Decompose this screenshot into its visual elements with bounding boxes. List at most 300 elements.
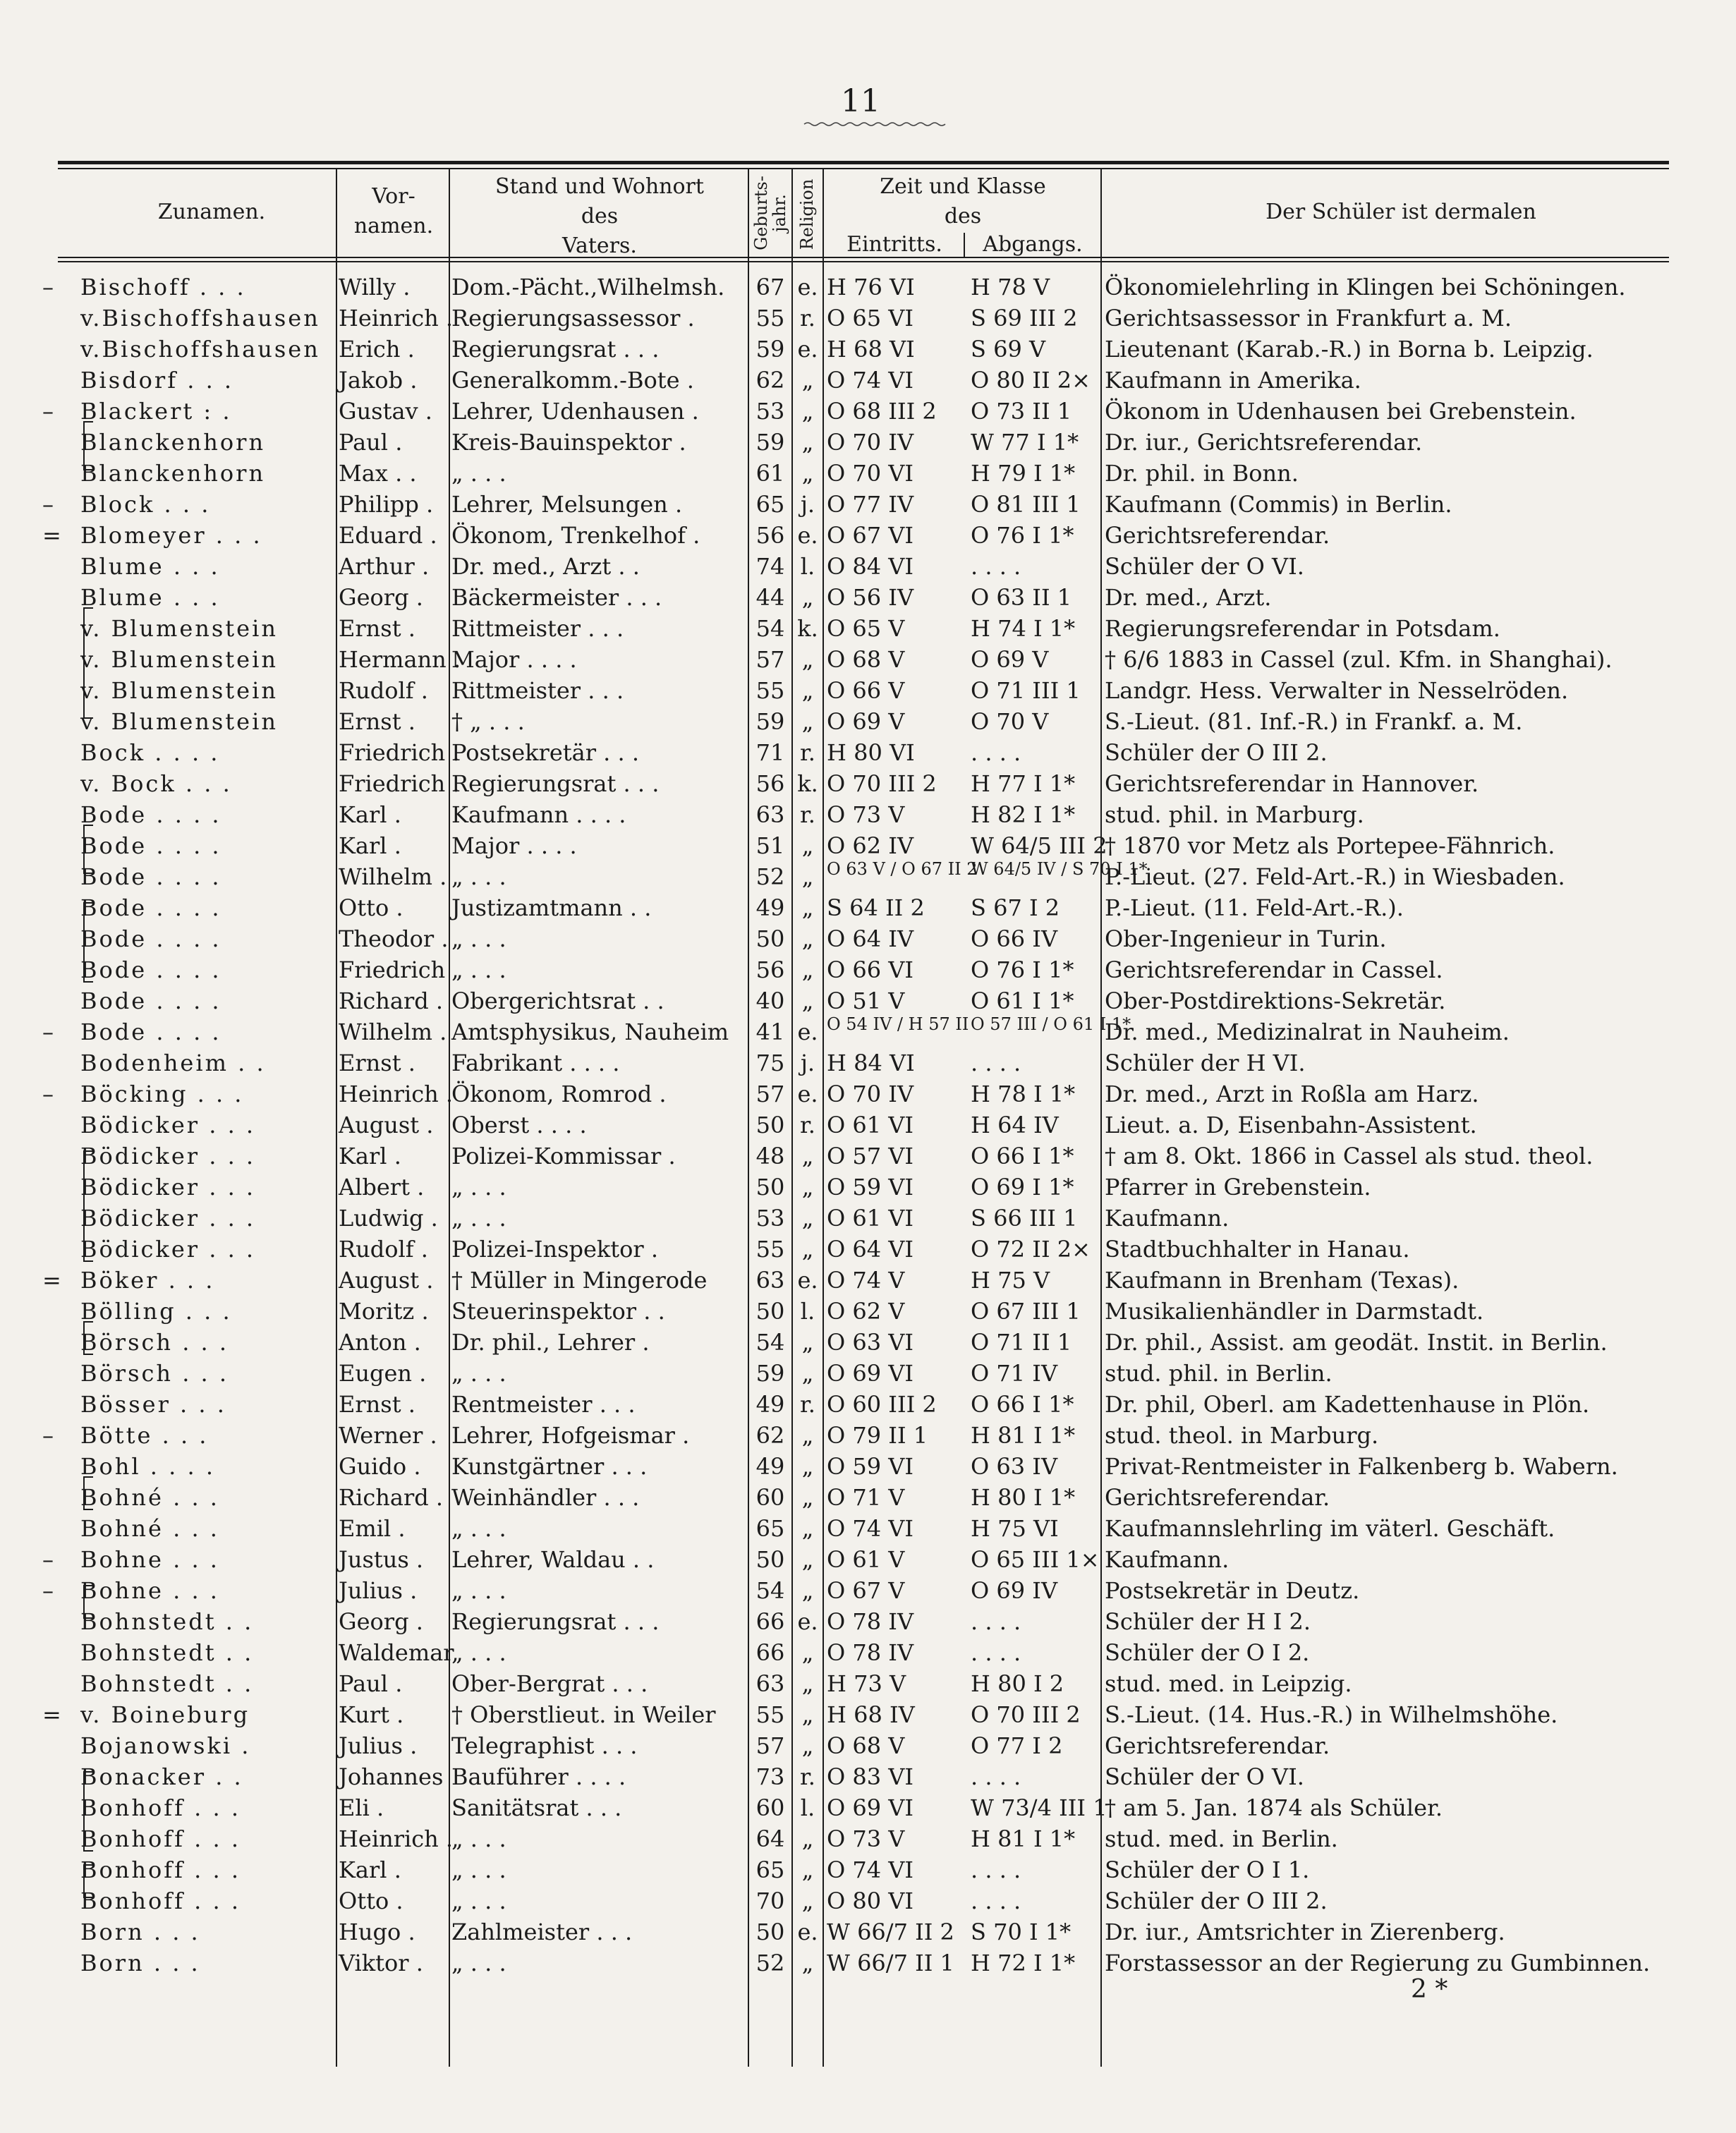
cell-year: 59: [755, 1360, 785, 1387]
cell-father: Bäckermeister . . .: [451, 584, 662, 611]
cell-first: Heinrich .: [339, 1825, 454, 1852]
cell-first: Gustav .: [339, 398, 432, 425]
cell-now: Gerichtsreferendar in Cassel.: [1105, 956, 1443, 983]
cell-year: 50: [755, 1298, 785, 1325]
table-row: [0, 1296, 1736, 1327]
cell-first: Viktor .: [339, 1950, 423, 1976]
cell-first: Erich .: [339, 336, 415, 363]
cell-surname: Bohnstedt . .: [80, 1639, 254, 1666]
cell-entry: O 70 VI: [827, 460, 914, 487]
cell-rel: k.: [797, 770, 818, 797]
cell-exit: H 81 I 1*: [971, 1422, 1076, 1449]
cell-exit: H 79 I 1*: [971, 460, 1076, 487]
cell-now: Lieut. a. D, Eisenbahn-Assistent.: [1105, 1112, 1477, 1138]
cell-now: P.-Lieut. (11. Feld-Art.-R.).: [1105, 894, 1404, 921]
cell-first: Heinrich .: [339, 1081, 454, 1107]
cell-now: Postsekretär in Deutz.: [1105, 1577, 1360, 1604]
cell-surname: Bode . . . .: [80, 894, 221, 921]
cell-first: Karl .: [339, 1857, 401, 1883]
cell-entry: O 71 V: [827, 1484, 905, 1511]
table-row: [0, 1358, 1736, 1389]
cell-entry: O 74 VI: [827, 1515, 914, 1542]
cell-year: 61: [755, 460, 785, 487]
cell-father: Lehrer, Hofgeismar .: [451, 1422, 690, 1449]
cell-exit: . . . .: [971, 1639, 1021, 1666]
table-row: [0, 1110, 1736, 1141]
cell-exit: O 72 II 2×: [971, 1236, 1091, 1263]
cell-surname: Bojanowski .: [80, 1732, 251, 1759]
cell-now: Gerichtsreferendar in Hannover.: [1105, 770, 1479, 797]
cell-entry: O 84 VI: [827, 553, 914, 580]
cell-father: Oberst . . . .: [451, 1112, 587, 1138]
cell-first: Georg .: [339, 584, 423, 611]
cell-exit: H 74 I 1*: [971, 615, 1076, 642]
cell-entry: O 61 VI: [827, 1205, 914, 1232]
table-row: [0, 551, 1736, 582]
table-row: [0, 1141, 1736, 1172]
cell-exit: O 80 II 2×: [971, 367, 1091, 394]
cell-entry: O 80 VI: [827, 1888, 914, 1914]
table-row: [0, 1451, 1736, 1482]
cell-rel: „: [801, 677, 814, 704]
cell-now: P.-Lieut. (27. Feld-Art.-R.) in Wiesbaden.: [1105, 863, 1565, 890]
cell-year: 66: [755, 1608, 785, 1635]
cell-first: Ernst .: [339, 615, 415, 642]
table-row: [0, 1637, 1736, 1668]
cell-now: Dr. med., Arzt.: [1105, 584, 1272, 611]
cell-exit: S 66 III 1: [971, 1205, 1078, 1232]
cell-first: Justus .: [339, 1546, 424, 1573]
cell-entry: O 54 IV / H 57 II: [827, 1014, 969, 1034]
cell-father: Kunstgärtner . . .: [451, 1453, 648, 1480]
cell-surname: Bödicker . . .: [80, 1112, 256, 1138]
table-row: [0, 396, 1736, 427]
cell-year: 65: [755, 1515, 785, 1542]
cell-rel: „: [801, 584, 814, 611]
cell-first: Philipp .: [339, 491, 434, 518]
cell-father: Kaufmann . . . .: [451, 801, 626, 828]
cell-surname: Blume . . .: [80, 553, 220, 580]
table-row: [0, 1172, 1736, 1203]
cell-exit: H 72 I 1*: [971, 1950, 1076, 1976]
cell-entry: O 73 V: [827, 1825, 905, 1852]
cell-first: Kurt .: [339, 1701, 404, 1728]
cell-exit: O 61 I 1*: [971, 988, 1074, 1014]
table-row: [0, 861, 1736, 892]
cell-father: Regierungsrat . . .: [451, 336, 660, 363]
cell-surname: v. Blumenstein: [80, 708, 278, 735]
cell-now: Stadtbuchhalter in Hanau.: [1105, 1236, 1410, 1263]
table-row: [0, 1730, 1736, 1761]
cell-year: 49: [755, 1453, 785, 1480]
cell-exit: H 75 VI: [971, 1515, 1059, 1542]
table-row: [0, 1420, 1736, 1451]
cell-mark: –: [42, 1577, 54, 1604]
cell-father: „ . . .: [451, 863, 506, 890]
cell-first: Otto .: [339, 894, 403, 921]
cell-first: Paul .: [339, 1670, 403, 1697]
cell-entry: O 61 VI: [827, 1112, 914, 1138]
cell-now: Kaufmannslehrling im väterl. Geschäft.: [1105, 1515, 1555, 1542]
cell-father: „ . . .: [451, 1205, 506, 1232]
cell-now: Dr. med., Medizinalrat in Nauheim.: [1105, 1019, 1510, 1045]
cell-exit: S 69 III 2: [971, 305, 1078, 332]
cell-entry: O 59 VI: [827, 1174, 914, 1201]
table-row: [0, 1482, 1736, 1513]
cell-year: 63: [755, 1267, 785, 1294]
cell-surname: Bonhoff . . .: [80, 1825, 241, 1852]
table-row: [0, 489, 1736, 520]
cell-first: Julius .: [339, 1732, 418, 1759]
cell-now: Dr. med., Arzt in Roßla am Harz.: [1105, 1081, 1479, 1107]
cell-entry: O 74 V: [827, 1267, 905, 1294]
cell-surname: Bode . . . .: [80, 863, 221, 890]
cell-entry: O 74 VI: [827, 367, 914, 394]
cell-exit: O 69 I 1*: [971, 1174, 1074, 1201]
cell-father: Amtsphysikus, Nauheim: [451, 1019, 729, 1045]
cell-now: Gerichtsassessor in Frankfurt a. M.: [1105, 305, 1512, 332]
cell-entry: O 83 VI: [827, 1763, 914, 1790]
cell-surname: Bösser . . .: [80, 1391, 226, 1418]
cell-year: 55: [755, 1236, 785, 1263]
cell-now: Kaufmann (Commis) in Berlin.: [1105, 491, 1452, 518]
cell-entry: H 80 VI: [827, 739, 915, 766]
cell-rel: e.: [797, 336, 818, 363]
cell-rel: „: [801, 646, 814, 673]
cell-exit: O 66 IV: [971, 925, 1058, 952]
page-number: 11: [841, 83, 880, 119]
cell-year: 55: [755, 1701, 785, 1728]
cell-now: Schüler der O VI.: [1105, 553, 1304, 580]
cell-entry: O 66 VI: [827, 956, 914, 983]
cell-now: Privat-Rentmeister in Falkenberg b. Wabern.: [1105, 1453, 1618, 1480]
cell-year: 56: [755, 956, 785, 983]
table-row: [0, 520, 1736, 551]
cell-surname: v. Boineburg: [80, 1701, 250, 1728]
cell-year: 60: [755, 1484, 785, 1511]
cell-first: Willy .: [339, 274, 411, 300]
table-row: [0, 458, 1736, 489]
table-row: [0, 613, 1736, 644]
cell-now: Gerichtsreferendar.: [1105, 1732, 1330, 1759]
cell-first: Johannes: [339, 1763, 444, 1790]
cell-first: Wilhelm .: [339, 863, 447, 890]
cell-year: 62: [755, 367, 785, 394]
cell-now: Schüler der O I 1.: [1105, 1857, 1310, 1883]
cell-father: Rittmeister . . .: [451, 615, 624, 642]
cell-father: „ . . .: [451, 1515, 506, 1542]
table-row: [0, 830, 1736, 861]
cell-entry: O 68 V: [827, 1732, 905, 1759]
cell-father: Rentmeister . . .: [451, 1391, 636, 1418]
cell-rel: „: [801, 1453, 814, 1480]
cell-year: 50: [755, 1112, 785, 1138]
cell-now: S.-Lieut. (81. Inf.-R.) in Frankf. a. M.: [1105, 708, 1523, 735]
cell-surname: Bötte . . .: [80, 1422, 209, 1449]
cell-rel: j.: [800, 491, 815, 518]
cell-first: Eugen .: [339, 1360, 427, 1387]
cell-mark: –: [42, 398, 54, 425]
cell-father: Polizei-Inspektor .: [451, 1236, 659, 1263]
table-row: [0, 1761, 1736, 1792]
cell-year: 67: [755, 274, 785, 300]
cell-surname: Bock . . . .: [80, 739, 220, 766]
cell-exit: H 80 I 2: [971, 1670, 1064, 1697]
cell-surname: Bödicker . . .: [80, 1205, 256, 1232]
cell-entry: W 66/7 II 2: [827, 1919, 954, 1945]
cell-now: Landgr. Hess. Verwalter in Nesselröden.: [1105, 677, 1569, 704]
cell-father: Kreis-Bauinspektor .: [451, 429, 686, 456]
cell-mark: –: [42, 274, 54, 300]
cell-rel: j.: [800, 1050, 815, 1076]
cell-rel: „: [801, 988, 814, 1014]
cell-surname: Bohl . . . .: [80, 1453, 215, 1480]
cell-surname: Bode . . . .: [80, 832, 221, 859]
table-row: [0, 768, 1736, 799]
cell-rel: „: [801, 1422, 814, 1449]
cell-rel: „: [801, 708, 814, 735]
cell-entry: O 65 V: [827, 615, 905, 642]
cell-exit: . . . .: [971, 1763, 1021, 1790]
cell-father: Generalkomm.-Bote .: [451, 367, 694, 394]
table-row: [0, 582, 1736, 613]
cell-rel: e.: [797, 274, 818, 300]
cell-father: † Oberstlieut. in Weiler: [451, 1701, 716, 1728]
cell-now: Forstassessor an der Regierung zu Gumbinnen.: [1105, 1950, 1651, 1976]
top-rule-thin: [58, 168, 1669, 169]
cell-surname: Blume . . .: [80, 584, 220, 611]
cell-now: stud. med. in Berlin.: [1105, 1825, 1338, 1852]
cell-rel: „: [801, 1236, 814, 1263]
cell-rel: k.: [797, 615, 818, 642]
cell-first: Hermann .: [339, 646, 461, 673]
cell-rel: „: [801, 1888, 814, 1914]
cell-year: 57: [755, 646, 785, 673]
cell-mark: –: [42, 491, 54, 518]
table-row: [0, 923, 1736, 954]
cell-surname: Born . . .: [80, 1919, 200, 1945]
cell-year: 65: [755, 1857, 785, 1883]
table-row: [0, 1265, 1736, 1296]
cell-rel: „: [801, 1360, 814, 1387]
cell-father: Regierungsrat . . .: [451, 770, 660, 797]
cell-year: 51: [755, 832, 785, 859]
cell-rel: „: [801, 1577, 814, 1604]
cell-first: Rudolf .: [339, 1236, 428, 1263]
cell-exit: O 76 I 1*: [971, 522, 1074, 549]
cell-now: Dr. iur., Amtsrichter in Zierenberg.: [1105, 1919, 1505, 1945]
cell-rel: r.: [800, 801, 815, 828]
cell-exit: O 70 V: [971, 708, 1049, 735]
cell-rel: „: [801, 1732, 814, 1759]
cell-rel: „: [801, 1546, 814, 1573]
cell-year: 50: [755, 1919, 785, 1945]
cell-exit: . . . .: [971, 739, 1021, 766]
cell-entry: O 77 IV: [827, 491, 914, 518]
cell-year: 62: [755, 1422, 785, 1449]
cell-surname: Bohné . . .: [80, 1484, 219, 1511]
cell-first: Albert .: [339, 1174, 425, 1201]
cell-year: 48: [755, 1143, 785, 1169]
table-row: [0, 892, 1736, 923]
cell-year: 50: [755, 1174, 785, 1201]
table-row: [0, 365, 1736, 396]
cell-now: stud. med. in Leipzig.: [1105, 1670, 1352, 1697]
cell-first: Guido .: [339, 1453, 421, 1480]
cell-now: † am 8. Okt. 1866 in Cassel als stud. theol.: [1105, 1143, 1594, 1169]
cell-father: Justizamtmann . .: [451, 894, 652, 921]
cell-now: Ökonom in Udenhausen bei Grebenstein.: [1105, 398, 1577, 425]
cell-father: Regierungsassessor .: [451, 305, 695, 332]
cell-surname: Blomeyer . . .: [80, 522, 262, 549]
cell-now: Regierungsreferendar in Potsdam.: [1105, 615, 1500, 642]
cell-entry: O 69 VI: [827, 1794, 914, 1821]
cell-year: 74: [755, 553, 785, 580]
cell-father: Ober-Bergrat . . .: [451, 1670, 648, 1697]
cell-father: Zahlmeister . . .: [451, 1919, 633, 1945]
cell-now: Schüler der O VI.: [1105, 1763, 1304, 1790]
cell-entry: O 67 VI: [827, 522, 914, 549]
cell-first: Moritz .: [339, 1298, 429, 1325]
cell-entry: O 70 IV: [827, 1081, 914, 1107]
cell-father: † „ . . .: [451, 708, 525, 735]
cell-rel: „: [801, 925, 814, 952]
header-firstname: Vor- namen.: [353, 184, 434, 238]
header-birthyear: Geburts- jahr.: [751, 176, 789, 250]
cell-now: Schüler der O III 2.: [1105, 1888, 1328, 1914]
cell-father: „ . . .: [451, 460, 506, 487]
cell-first: Richard .: [339, 1484, 444, 1511]
cell-year: 49: [755, 894, 785, 921]
cell-exit: W 64/5 III 2: [971, 832, 1107, 859]
cell-rel: „: [801, 1950, 814, 1976]
cell-first: Hugo .: [339, 1919, 415, 1945]
cell-entry: O 69 V: [827, 708, 905, 735]
cell-surname: Bonhoff . . .: [80, 1857, 241, 1883]
cell-exit: H 80 I 1*: [971, 1484, 1076, 1511]
cell-rel: e.: [797, 1919, 818, 1945]
cell-father: Dr. med., Arzt . .: [451, 553, 640, 580]
cell-now: Schüler der O I 2.: [1105, 1639, 1310, 1666]
cell-year: 40: [755, 988, 785, 1014]
table-row: [0, 1016, 1736, 1047]
table-row: [0, 1389, 1736, 1420]
cell-surname: Bonhoff . . .: [80, 1794, 241, 1821]
cell-now: Gerichtsreferendar.: [1105, 522, 1330, 549]
table-row: [0, 1575, 1736, 1606]
table-row: [0, 1047, 1736, 1078]
cell-surname: v.Bischoffshausen: [80, 305, 320, 332]
cell-father: Steuerinspektor . .: [451, 1298, 665, 1325]
cell-exit: H 78 I 1*: [971, 1081, 1076, 1107]
cell-exit: O 66 I 1*: [971, 1391, 1074, 1418]
cell-entry: S 64 II 2: [827, 894, 925, 921]
cell-father: Major . . . .: [451, 646, 577, 673]
cell-first: August .: [339, 1112, 434, 1138]
cell-surname: Bohne . . .: [80, 1577, 219, 1604]
table-row: [0, 1854, 1736, 1885]
cell-first: Eli .: [339, 1794, 384, 1821]
table-row: [0, 1203, 1736, 1234]
cell-mark: –: [42, 1019, 54, 1045]
cell-entry: O 79 II 1: [827, 1422, 928, 1449]
cell-rel: r.: [800, 739, 815, 766]
cell-father: Lehrer, Waldau . .: [451, 1546, 655, 1573]
cell-year: 75: [755, 1050, 785, 1076]
table-row: [0, 1078, 1736, 1110]
cell-rel: „: [801, 1515, 814, 1542]
cell-father: Ökonom, Romrod .: [451, 1081, 667, 1107]
cell-exit: . . . .: [971, 1857, 1021, 1883]
cell-rel: „: [801, 1857, 814, 1883]
cell-first: Ernst .: [339, 708, 415, 735]
cell-father: Bauführer . . . .: [451, 1763, 626, 1790]
cell-surname: v. Blumenstein: [80, 615, 278, 642]
cell-first: Otto .: [339, 1888, 403, 1914]
cell-father: „ . . .: [451, 1825, 506, 1852]
table-row: [0, 1513, 1736, 1544]
cell-exit: S 67 I 2: [971, 894, 1060, 921]
table-row: [0, 1916, 1736, 1947]
cell-year: 71: [755, 739, 785, 766]
cell-rel: r.: [800, 1763, 815, 1790]
cell-surname: Block . . .: [80, 491, 211, 518]
table-row: [0, 1327, 1736, 1358]
cell-rel: e.: [797, 522, 818, 549]
cell-father: „ . . .: [451, 925, 506, 952]
cell-now: Kaufmann in Amerika.: [1105, 367, 1361, 394]
cell-father: Telegraphist . . .: [451, 1732, 638, 1759]
table-row: [0, 1885, 1736, 1916]
cell-entry: O 59 VI: [827, 1453, 914, 1480]
table-row: [0, 1792, 1736, 1823]
table-row: [0, 985, 1736, 1016]
cell-exit: . . . .: [971, 553, 1021, 580]
cell-entry: O 73 V: [827, 801, 905, 828]
cell-now: stud. phil. in Marburg.: [1105, 801, 1364, 828]
header-religion: Religion: [797, 178, 817, 250]
table-row: [0, 1606, 1736, 1637]
cell-entry: H 68 VI: [827, 336, 915, 363]
header-surname: Zunamen.: [157, 200, 266, 224]
cell-rel: r.: [800, 1391, 815, 1418]
header-rule-2: [58, 261, 1669, 262]
cell-entry: H 84 VI: [827, 1050, 915, 1076]
cell-first: Friedrich .: [339, 770, 460, 797]
cell-rel: „: [801, 1484, 814, 1511]
cell-entry: H 73 V: [827, 1670, 906, 1697]
cell-year: 73: [755, 1763, 785, 1790]
cell-entry: O 68 V: [827, 646, 905, 673]
cell-now: Kaufmann.: [1105, 1205, 1230, 1232]
cell-exit: O 81 III 1: [971, 491, 1081, 518]
cell-first: Anton .: [339, 1329, 421, 1356]
cell-entry: O 78 IV: [827, 1639, 914, 1666]
cell-rel: „: [801, 894, 814, 921]
cell-surname: Böcking . . .: [80, 1081, 244, 1107]
cell-year: 63: [755, 801, 785, 828]
cell-entry: O 60 III 2: [827, 1391, 937, 1418]
cell-first: Paul .: [339, 429, 403, 456]
cell-father: „ . . .: [451, 1888, 506, 1914]
cell-now: Kaufmann.: [1105, 1546, 1230, 1573]
header-entry: Eintritts.: [846, 232, 942, 257]
cell-surname: Bölling . . .: [80, 1298, 232, 1325]
cell-rel: e.: [797, 1019, 818, 1045]
cell-now: Kaufmann in Brenham (Texas).: [1105, 1267, 1459, 1294]
cell-year: 53: [755, 398, 785, 425]
cell-surname: Blackert : .: [80, 398, 232, 425]
